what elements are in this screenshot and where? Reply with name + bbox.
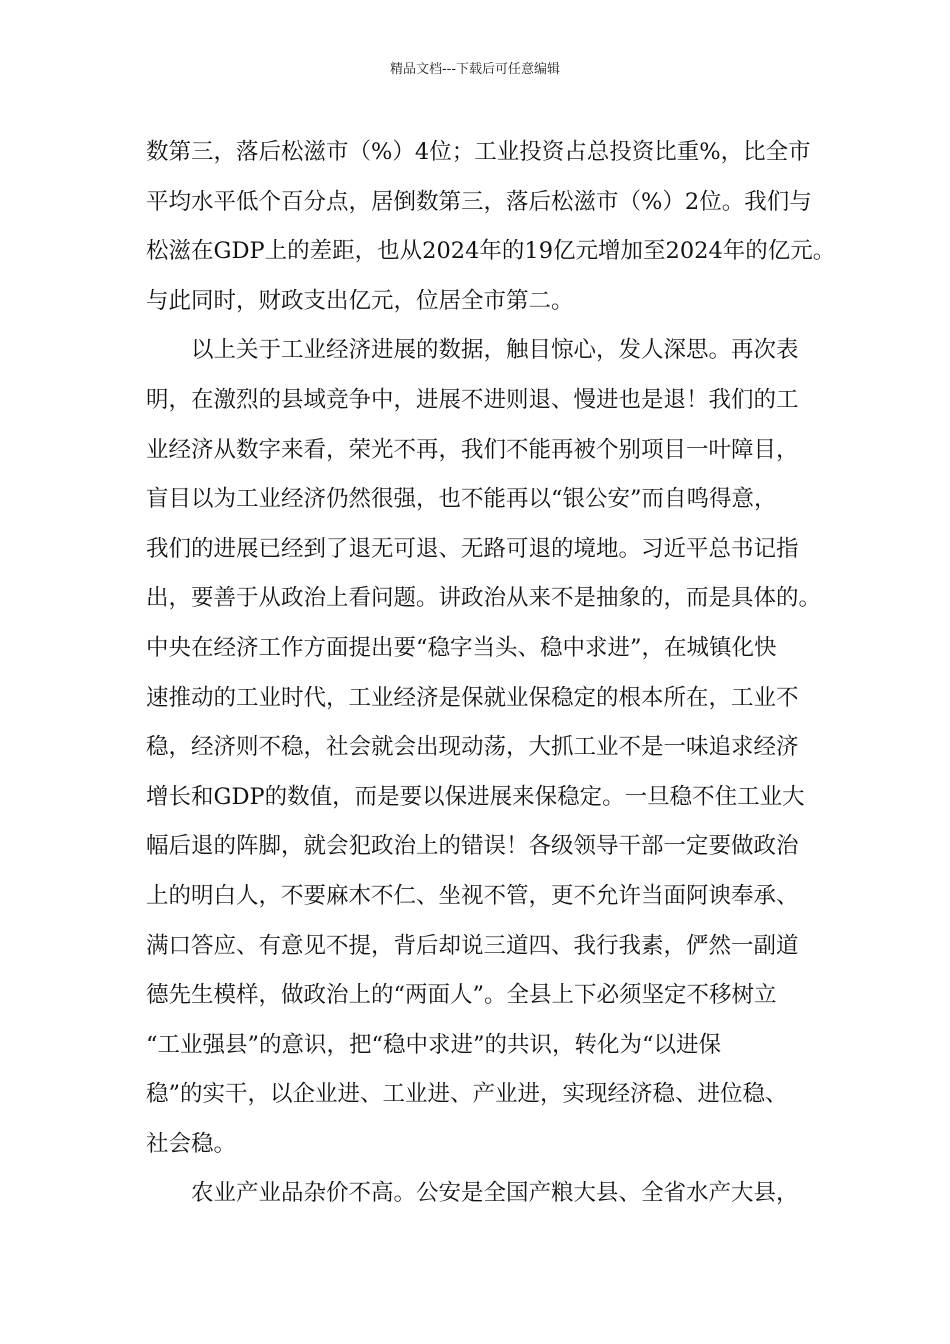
- paragraph: [146, 326, 826, 1169]
- text-line: 与此同时，财政支出亿元，位居全市第二。: [146, 287, 574, 314]
- text-line: 盲目以为工业经济仍然很强，也不能再以“银公安”而自鸣得意，: [146, 486, 777, 513]
- text-line: 以上关于工业经济进展的数据，触目惊心，发人深思。再次表: [191, 337, 799, 364]
- text-line: 速推动的工业时代，工业经济是保就业保稳定的根本所在，工业不: [146, 684, 799, 711]
- text-line: 稳”的实干，以企业进、工业进、产业进，实现经济稳、进位稳、: [146, 1081, 788, 1108]
- text-line: 明，在激烈的县域竞争中，进展不进则退、慢进也是退！我们的工: [146, 386, 799, 413]
- text-line: 社会稳。: [146, 1130, 237, 1157]
- text-line: 数第三，落后松滋市（%）4位；工业投资占总投资比重%，比全市: [146, 139, 811, 165]
- text-line: 平均水平低个百分点，居倒数第三，落后松滋市（%）2位。我们与: [146, 188, 812, 215]
- text-line: 满口答应、有意见不提，背后却说三道四、我行我素，俨然一副道: [146, 932, 799, 959]
- text-line: 出，要善于从政治上看问题。讲政治从来不是抽象的，而是具体的。: [146, 585, 822, 612]
- text-line: 上的明白人，不要麻木不仁、坐视不管，更不允许当面阿谀奉承、: [146, 882, 799, 909]
- document-body: [146, 128, 836, 1219]
- text-line: 幅后退的阵脚，就会犯政治上的错误！各级领导干部一定要做政治: [146, 833, 799, 860]
- text-line: 业经济从数字来看，荣光不再，我们不能再被个别项目一叶障目，: [146, 436, 799, 463]
- text-line: 稳，经济则不稳，社会就会出现动荡，大抓工业不是一味追求经济: [146, 734, 799, 761]
- text-line: 农业产业品杂价不高。公安是全国产粮大县、全省水产大县，: [191, 1180, 799, 1207]
- text-line: 我们的进展已经到了退无可退、无路可退的境地。习近平总书记指: [146, 535, 799, 562]
- text-line: 德先生模样，做政治上的“两面人”。全县上下必须坚定不移树立: [146, 982, 777, 1009]
- text-line: 松滋在GDP上的差距，也从2024年的19亿元增加至2024年的亿元。: [146, 238, 836, 265]
- paragraph: [146, 1169, 826, 1219]
- text-line: 中央在经济工作方面提出要“稳字当头、稳中求进”，在城镇化快: [146, 634, 777, 661]
- paragraph: [146, 128, 836, 326]
- page-header: 精品文档---下载后可任意编辑: [389, 62, 561, 77]
- text-line: “工业强县”的意识，把“稳中求进”的共识，转化为“以进保: [146, 1031, 722, 1058]
- text-line: 增长和GDP的数值，而是要以保进展来保稳定。一旦稳不住工业大: [146, 783, 805, 810]
